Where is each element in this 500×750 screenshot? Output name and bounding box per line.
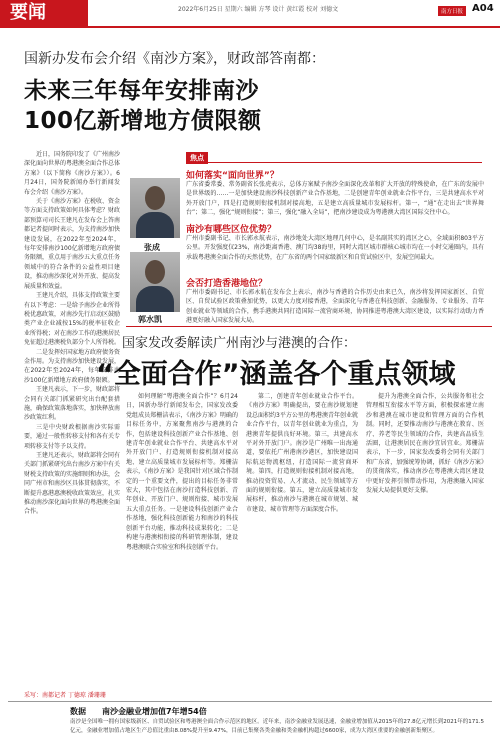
lead-paragraph: 关于《南沙方案》在税收、资金等方面支持政策如何具体考虑？财政部预算司司长王建凡在发布会上答南都记者提问时表示，为支持南沙加快建设发展，在2022年至2024年，每年安排南沙100亿新增地方政府债务限额，重点用于南沙五大重点任务领域中的符合条件的公益性项目建设，推动南沙深化对外开放、提高发展质量和效益。 xyxy=(24,198,120,290)
data-box-title: 南沙金融业增加值7年增54倍 xyxy=(102,707,207,716)
focus-rule xyxy=(186,162,482,163)
story1-kicker: 国新办发布会介绍《南沙方案》，财政部答南都： xyxy=(24,51,325,67)
data-box-rule xyxy=(8,701,492,702)
dateline: 2022年6月25日 星期六 编辑 方琴 设计 黄红霞 校对 刘德文 xyxy=(178,6,339,13)
story1-credits: 采写：南都记者 丁德琼 潘珊珊 xyxy=(24,692,106,699)
lead-paragraph: 王建凡表示，下一步，财政部将会同有关部门抓紧研究出台配套措施，确保政策落地落实，加快释放南沙政策红利。 xyxy=(24,386,120,422)
page-header xyxy=(0,0,500,28)
qa-question: 会否打造香港地位？ xyxy=(186,279,268,289)
focus-label: 焦点 xyxy=(186,152,208,164)
lead-paragraph: 王建凡介绍，具体支持政策主要有以下考虑：一是给予南沙企业所得税优惠政策，对南沙先行启动区鼓励类产业企业减按15%的税率征收企业所得税；对在南沙工作的港澳居民免征超过港澳税负部分个人所得税。 xyxy=(24,292,120,347)
qa-question: 南沙有哪些区位优势？ xyxy=(186,225,277,235)
page-number: A04 xyxy=(472,3,494,14)
story1-headline-line1: 未来三年每年安排南沙 xyxy=(24,78,259,104)
person-photo xyxy=(130,178,180,238)
lead-paragraph: 三是中央财政根据南沙实际需要，通过一般性转移支付和各有关专项转移支付等予以支持。 xyxy=(24,423,120,450)
person-name: 张成 xyxy=(144,243,160,252)
story2-column: 第二，创建青年创业就业合作平台。《南沙方案》明确提出，要在南沙规划建设总面积约3平方公里的粤港澳青年创业就业合作平台，以青年创业就业为重点，为港澳青年提供良好环境。第三，共建高水平对外开放门户。南沙是广州唯一出海通道，要依托广州港南沙港区，加快建设国际航运物流枢纽，打造国际一流营商环境。第四，打造规则衔接机制对接高地，推动投资贸易、人才流动、民生领域等方面的规则衔接。第五，建立高质量城市发展标杆，推动南沙与港澳在城市规划、城市建设、城市管理等方面深度合作。 xyxy=(246,393,358,513)
story2-column: 提升为港澳全面合作，公共服务和社会管理相互衔接水平等方面，积极探索建立南沙和港澳在城市建设和管理方面的合作机制。同时，还要推动南沙与港澳在教育、医疗、养老等民生领域的合作，共建高品质生活圈，让港澳居民在南沙宜居宜业。郑栅洁表示，下一步，国家发改委将会同有关部门和广东省，加强统筹协调，抓好《南沙方案》的贯彻落实，推动南沙在粤港澳大湾区建设中更好发挥引领带动作用，为港澳融入国家发展大局提供更好支撑。 xyxy=(366,393,484,495)
person-photo xyxy=(130,252,180,312)
header-rule xyxy=(0,26,500,28)
qa-answer: 广州市委副书记、市长郭永航表示，南沙地处大湾区地理几何中心，是名副其实的湾区之心，全域面积803平方公里。开发强度仅23%，南沙距离香港、澳门均38海里，同时大湾区城市群核心城市均在一小时交通圈内，具有承载粤港澳全面合作的天然优势，在广东省的两个国家级新区和自贸试验区中，发展空间最大。 xyxy=(186,235,484,261)
qa-question: 如何落实“面向世界”？ xyxy=(186,171,279,181)
qa-answer: 广州市委副书记、市长郭永航在发布会上表示，南沙与香港的合作历史由来已久，南沙将发挥国家新区、自贸区、自贸试验区政策叠加优势，以更大力度对接香港，全面深化与香港在科技创新、金融服务、专业服务、青年创业就业等领域的合作，携手港澳共同打造国际一流营商环境，协同推进粤港澳大湾区建设，以实际行动助力香港更好融入国家发展大局。 xyxy=(186,289,484,324)
lead-paragraph: 王建凡还表示，财政部将会同有关部门抓紧研究出台南沙方案中有关财税支持政策的实施细则和办法，会同广州市和南沙区具体贯彻落实，不断提升惠港惠澳税收政策效应，扎实推动南沙深化面向世界的粤港澳全面合作。 xyxy=(24,452,120,516)
lead-paragraph: 二是发挥好国家地方政府债务资金作用。为支持南沙加快建设发展，在2022年至2024年，每年安排南沙100亿新增地方政府债务限额。 xyxy=(24,348,120,384)
data-box-label: 数据 xyxy=(70,707,86,716)
lead-paragraph: 近日，国务院印发了《广州南沙深化面向世界的粤港澳全面合作总体方案》（以下简称《南沙方案》）。6月24日，国务院新闻办举行新闻发布会介绍《南沙方案》。 xyxy=(24,151,120,196)
person-name: 郭水凯 xyxy=(138,315,162,324)
story1-headline-line2: 100亿新增地方债限额 xyxy=(24,108,262,134)
qa-answer: 广东省委常委、常务副省长张虎表示，总体方案赋予南沙全面深化改革和扩大开放的特殊使命，在广东的发展中是世界级的……一是加快建设南沙科技创新产业合作基地，二是创建青年创业就业合作平台，三是共建高水平对外开放门户，四是打造规则衔接机制对接高地，五是建立高质量城市发展标杆。第一，“通”在走出去“世界舞台”；第二，强化“规则衔接”；第三，强化“融入全局”，把南沙建设成为粤港澳大湾区国际交往中心。 xyxy=(186,181,484,217)
story1-lead-column xyxy=(24,150,120,698)
story2-kicker: 国家发改委解读广州南沙与港澳的合作： xyxy=(122,336,357,351)
section-label: 要闻 xyxy=(0,0,88,26)
section-divider xyxy=(126,326,492,327)
paper-tag: 南方日报 xyxy=(438,6,466,16)
data-box-text: 南沙是全国唯一拥有国家级新区、自贸试验区和粤港澳全面合作示范区的地区。近年来，南沙金融业发展迅速，金融业增加值从2015年的27.8亿元增长到2021年的171.5亿元，金融业增加值占地区生产总值比重由8.08%提升至9.47%，目前已集聚各类金融和类金融机构超过6600家，成为大湾区重要的金融创新集聚区。 xyxy=(70,719,484,734)
story2-headline: “全面合作”涵盖各个重点领域 xyxy=(96,359,456,390)
story2-column: 如何理解“粤港澳全面合作”？6月24日，国新办举行新闻发布会，国家发改委党组成员郑栅洁表示，《南沙方案》明确的目标任务中，方案聚焦南沙与港澳的合作，包括建设科技创新产业合作基地、创建青年创业就业合作平台、共建高水平对外开放门户、打造规则衔接机制对接高地、建立高质量城市发展标杆等。郑栅洁表示，《南沙方案》是我国针对区域合作制定的一个重要文件，提出的目标任务非常宏大，其中包括在南沙打造科技创新、青年创业、开放门户、规则衔接、城市发展五大重点任务。一是建设科技创新产业合作基地，强化科技创新能力和南沙的科技创新平台功能，推动科技成果转化；二是构建与港澳相衔接的科研管理体制，建设粤港澳联合实验室和科技创新平台。 xyxy=(126,393,238,551)
